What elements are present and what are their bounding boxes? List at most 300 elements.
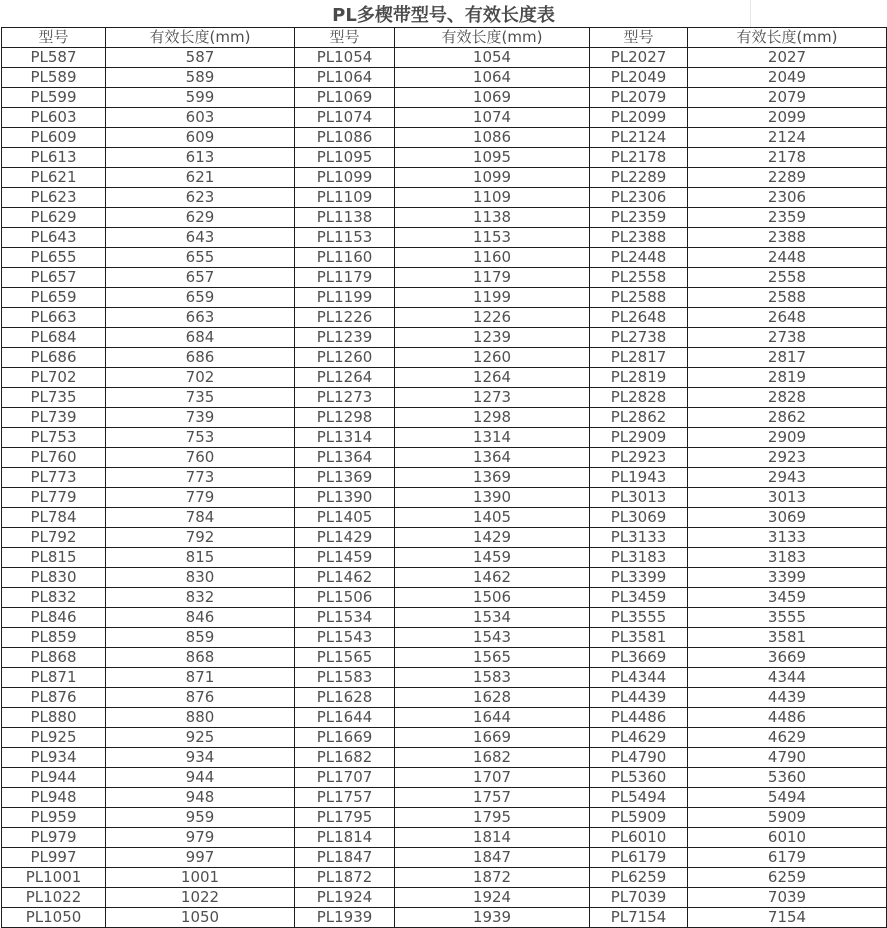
cell-model: PL1273 bbox=[295, 388, 395, 408]
column-header-model: 型号 bbox=[2, 28, 106, 48]
cell-length: 784 bbox=[106, 508, 295, 528]
cell-model: PL876 bbox=[2, 688, 106, 708]
cell-length: 2648 bbox=[688, 308, 887, 328]
cell-model: PL934 bbox=[2, 748, 106, 768]
cell-length: 792 bbox=[106, 528, 295, 548]
cell-length: 979 bbox=[106, 828, 295, 848]
cell-model: PL792 bbox=[2, 528, 106, 548]
table-row bbox=[2, 428, 887, 448]
cell-model: PL7154 bbox=[590, 908, 688, 928]
table-row bbox=[2, 828, 887, 848]
cell-model: PL760 bbox=[2, 448, 106, 468]
cell-length: 2817 bbox=[688, 348, 887, 368]
cell-length: 6010 bbox=[688, 828, 887, 848]
cell-model: PL621 bbox=[2, 168, 106, 188]
cell-length: 1814 bbox=[395, 828, 590, 848]
cell-length: 2178 bbox=[688, 148, 887, 168]
table-row bbox=[2, 548, 887, 568]
cell-length: 1022 bbox=[106, 888, 295, 908]
cell-model: PL2817 bbox=[590, 348, 688, 368]
cell-model: PL868 bbox=[2, 648, 106, 668]
cell-length: 2448 bbox=[688, 248, 887, 268]
cell-model: PL2359 bbox=[590, 208, 688, 228]
cell-length: 779 bbox=[106, 488, 295, 508]
cell-model: PL1239 bbox=[295, 328, 395, 348]
cell-length: 1405 bbox=[395, 508, 590, 528]
table-row bbox=[2, 708, 887, 728]
cell-length: 1462 bbox=[395, 568, 590, 588]
cell-model: PL663 bbox=[2, 308, 106, 328]
cell-length: 587 bbox=[106, 48, 295, 68]
cell-length: 3399 bbox=[688, 568, 887, 588]
cell-model: PL1153 bbox=[295, 228, 395, 248]
table-row bbox=[2, 488, 887, 508]
cell-length: 832 bbox=[106, 588, 295, 608]
table-row bbox=[2, 588, 887, 608]
cell-length: 623 bbox=[106, 188, 295, 208]
cell-model: PL2289 bbox=[590, 168, 688, 188]
cell-length: 684 bbox=[106, 328, 295, 348]
cell-length: 1179 bbox=[395, 268, 590, 288]
cell-length: 621 bbox=[106, 168, 295, 188]
page-title: PL多楔带型号、有效长度表 bbox=[332, 4, 555, 26]
cell-model: PL587 bbox=[2, 48, 106, 68]
table-row bbox=[2, 468, 887, 488]
cell-model: PL1405 bbox=[295, 508, 395, 528]
table-row bbox=[2, 568, 887, 588]
cell-model: PL2909 bbox=[590, 428, 688, 448]
cell-model: PL657 bbox=[2, 268, 106, 288]
cell-model: PL832 bbox=[2, 588, 106, 608]
cell-length: 959 bbox=[106, 808, 295, 828]
cell-model: PL3183 bbox=[590, 548, 688, 568]
cell-model: PL1022 bbox=[2, 888, 106, 908]
cell-length: 1583 bbox=[395, 668, 590, 688]
cell-length: 1160 bbox=[395, 248, 590, 268]
cell-model: PL2828 bbox=[590, 388, 688, 408]
cell-model: PL1138 bbox=[295, 208, 395, 228]
cell-length: 2289 bbox=[688, 168, 887, 188]
cell-length: 659 bbox=[106, 288, 295, 308]
cell-model: PL948 bbox=[2, 788, 106, 808]
table-row bbox=[2, 208, 887, 228]
cell-length: 859 bbox=[106, 628, 295, 648]
cell-model: PL3581 bbox=[590, 628, 688, 648]
cell-model: PL1459 bbox=[295, 548, 395, 568]
cell-model: PL1099 bbox=[295, 168, 395, 188]
cell-model: PL609 bbox=[2, 128, 106, 148]
table-row bbox=[2, 348, 887, 368]
table-row bbox=[2, 848, 887, 868]
cell-model: PL1298 bbox=[295, 408, 395, 428]
cell-model: PL5909 bbox=[590, 808, 688, 828]
cell-length: 739 bbox=[106, 408, 295, 428]
cell-length: 3581 bbox=[688, 628, 887, 648]
cell-length: 1369 bbox=[395, 468, 590, 488]
cell-length: 609 bbox=[106, 128, 295, 148]
cell-model: PL2648 bbox=[590, 308, 688, 328]
cell-length: 2943 bbox=[688, 468, 887, 488]
cell-model: PL623 bbox=[2, 188, 106, 208]
cell-length: 2819 bbox=[688, 368, 887, 388]
cell-model: PL1069 bbox=[295, 88, 395, 108]
cell-model: PL1314 bbox=[295, 428, 395, 448]
cell-length: 1153 bbox=[395, 228, 590, 248]
cell-length: 1138 bbox=[395, 208, 590, 228]
cell-length: 2306 bbox=[688, 188, 887, 208]
cell-model: PL925 bbox=[2, 728, 106, 748]
table-row bbox=[2, 628, 887, 648]
cell-length: 1298 bbox=[395, 408, 590, 428]
cell-length: 1757 bbox=[395, 788, 590, 808]
cell-length: 2558 bbox=[688, 268, 887, 288]
cell-length: 2099 bbox=[688, 108, 887, 128]
cell-length: 3459 bbox=[688, 588, 887, 608]
cell-length: 1543 bbox=[395, 628, 590, 648]
column-header-length: 有效长度(mm) bbox=[106, 28, 295, 48]
cell-length: 1069 bbox=[395, 88, 590, 108]
cell-model: PL5360 bbox=[590, 768, 688, 788]
table-row bbox=[2, 908, 887, 928]
cell-model: PL2049 bbox=[590, 68, 688, 88]
cell-length: 1074 bbox=[395, 108, 590, 128]
table-row bbox=[2, 228, 887, 248]
cell-length: 3183 bbox=[688, 548, 887, 568]
cell-model: PL880 bbox=[2, 708, 106, 728]
cell-model: PL1074 bbox=[295, 108, 395, 128]
cell-model: PL1179 bbox=[295, 268, 395, 288]
table-row bbox=[2, 408, 887, 428]
cell-length: 1924 bbox=[395, 888, 590, 908]
cell-model: PL1939 bbox=[295, 908, 395, 928]
cell-model: PL4486 bbox=[590, 708, 688, 728]
cell-model: PL2079 bbox=[590, 88, 688, 108]
table-row bbox=[2, 168, 887, 188]
cell-length: 2124 bbox=[688, 128, 887, 148]
belt-length-table bbox=[1, 27, 887, 928]
table-row bbox=[2, 668, 887, 688]
cell-model: PL1669 bbox=[295, 728, 395, 748]
cell-model: PL2588 bbox=[590, 288, 688, 308]
cell-length: 3069 bbox=[688, 508, 887, 528]
table-row bbox=[2, 888, 887, 908]
cell-model: PL1390 bbox=[295, 488, 395, 508]
cell-length: 1226 bbox=[395, 308, 590, 328]
cell-length: 2923 bbox=[688, 448, 887, 468]
table-row bbox=[2, 48, 887, 68]
cell-length: 948 bbox=[106, 788, 295, 808]
cell-length: 6179 bbox=[688, 848, 887, 868]
cell-model: PL629 bbox=[2, 208, 106, 228]
cell-length: 686 bbox=[106, 348, 295, 368]
cell-length: 760 bbox=[106, 448, 295, 468]
cell-length: 1628 bbox=[395, 688, 590, 708]
cell-length: 876 bbox=[106, 688, 295, 708]
cell-model: PL1644 bbox=[295, 708, 395, 728]
cell-length: 613 bbox=[106, 148, 295, 168]
title-cell-divider bbox=[750, 0, 751, 27]
table-row bbox=[2, 868, 887, 888]
cell-model: PL6259 bbox=[590, 868, 688, 888]
cell-model: PL4790 bbox=[590, 748, 688, 768]
cell-length: 1273 bbox=[395, 388, 590, 408]
cell-length: 655 bbox=[106, 248, 295, 268]
column-header-length: 有效长度(mm) bbox=[395, 28, 590, 48]
cell-model: PL1260 bbox=[295, 348, 395, 368]
cell-length: 3555 bbox=[688, 608, 887, 628]
cell-length: 934 bbox=[106, 748, 295, 768]
cell-model: PL1872 bbox=[295, 868, 395, 888]
cell-model: PL3399 bbox=[590, 568, 688, 588]
cell-length: 1054 bbox=[395, 48, 590, 68]
cell-length: 599 bbox=[106, 88, 295, 108]
cell-model: PL643 bbox=[2, 228, 106, 248]
cell-length: 1050 bbox=[106, 908, 295, 928]
cell-length: 1707 bbox=[395, 768, 590, 788]
cell-model: PL2448 bbox=[590, 248, 688, 268]
cell-length: 4439 bbox=[688, 688, 887, 708]
cell-model: PL1583 bbox=[295, 668, 395, 688]
cell-length: 753 bbox=[106, 428, 295, 448]
cell-model: PL659 bbox=[2, 288, 106, 308]
cell-length: 1001 bbox=[106, 868, 295, 888]
table-row bbox=[2, 188, 887, 208]
cell-model: PL2862 bbox=[590, 408, 688, 428]
cell-length: 4629 bbox=[688, 728, 887, 748]
table-row bbox=[2, 368, 887, 388]
cell-length: 944 bbox=[106, 768, 295, 788]
cell-length: 997 bbox=[106, 848, 295, 868]
cell-length: 1109 bbox=[395, 188, 590, 208]
cell-model: PL1682 bbox=[295, 748, 395, 768]
cell-length: 603 bbox=[106, 108, 295, 128]
cell-length: 871 bbox=[106, 668, 295, 688]
cell-model: PL4629 bbox=[590, 728, 688, 748]
cell-length: 6259 bbox=[688, 868, 887, 888]
cell-length: 2359 bbox=[688, 208, 887, 228]
column-header-model: 型号 bbox=[295, 28, 395, 48]
cell-model: PL655 bbox=[2, 248, 106, 268]
cell-length: 1644 bbox=[395, 708, 590, 728]
cell-length: 1239 bbox=[395, 328, 590, 348]
cell-model: PL686 bbox=[2, 348, 106, 368]
cell-model: PL979 bbox=[2, 828, 106, 848]
cell-model: PL3133 bbox=[590, 528, 688, 548]
cell-length: 3133 bbox=[688, 528, 887, 548]
table-title-row bbox=[0, 0, 887, 27]
table-row bbox=[2, 748, 887, 768]
cell-model: PL3013 bbox=[590, 488, 688, 508]
cell-length: 830 bbox=[106, 568, 295, 588]
cell-length: 4486 bbox=[688, 708, 887, 728]
table-row bbox=[2, 268, 887, 288]
cell-model: PL1264 bbox=[295, 368, 395, 388]
cell-length: 4790 bbox=[688, 748, 887, 768]
cell-length: 1939 bbox=[395, 908, 590, 928]
cell-model: PL1050 bbox=[2, 908, 106, 928]
table-row bbox=[2, 128, 887, 148]
cell-length: 1099 bbox=[395, 168, 590, 188]
table-row bbox=[2, 148, 887, 168]
column-header-model: 型号 bbox=[590, 28, 688, 48]
cell-model: PL1160 bbox=[295, 248, 395, 268]
cell-model: PL1814 bbox=[295, 828, 395, 848]
cell-length: 1872 bbox=[395, 868, 590, 888]
cell-length: 5909 bbox=[688, 808, 887, 828]
cell-model: PL735 bbox=[2, 388, 106, 408]
table-header-row bbox=[2, 28, 887, 48]
cell-model: PL1086 bbox=[295, 128, 395, 148]
cell-length: 1669 bbox=[395, 728, 590, 748]
cell-model: PL1506 bbox=[295, 588, 395, 608]
cell-model: PL3069 bbox=[590, 508, 688, 528]
cell-model: PL1543 bbox=[295, 628, 395, 648]
cell-model: PL3459 bbox=[590, 588, 688, 608]
cell-model: PL1707 bbox=[295, 768, 395, 788]
cell-length: 643 bbox=[106, 228, 295, 248]
cell-model: PL6010 bbox=[590, 828, 688, 848]
cell-length: 925 bbox=[106, 728, 295, 748]
cell-length: 1390 bbox=[395, 488, 590, 508]
cell-length: 1095 bbox=[395, 148, 590, 168]
cell-length: 1795 bbox=[395, 808, 590, 828]
cell-model: PL1369 bbox=[295, 468, 395, 488]
cell-length: 1199 bbox=[395, 288, 590, 308]
cell-model: PL739 bbox=[2, 408, 106, 428]
column-header-length: 有效长度(mm) bbox=[688, 28, 887, 48]
cell-model: PL1795 bbox=[295, 808, 395, 828]
cell-length: 2828 bbox=[688, 388, 887, 408]
cell-length: 815 bbox=[106, 548, 295, 568]
table-row bbox=[2, 388, 887, 408]
cell-model: PL1054 bbox=[295, 48, 395, 68]
cell-length: 2909 bbox=[688, 428, 887, 448]
cell-model: PL7039 bbox=[590, 888, 688, 908]
cell-model: PL2738 bbox=[590, 328, 688, 348]
cell-model: PL944 bbox=[2, 768, 106, 788]
cell-length: 1534 bbox=[395, 608, 590, 628]
cell-model: PL2819 bbox=[590, 368, 688, 388]
cell-length: 1506 bbox=[395, 588, 590, 608]
cell-model: PL4439 bbox=[590, 688, 688, 708]
cell-model: PL815 bbox=[2, 548, 106, 568]
table-row bbox=[2, 288, 887, 308]
table-row bbox=[2, 328, 887, 348]
cell-length: 1459 bbox=[395, 548, 590, 568]
cell-model: PL1565 bbox=[295, 648, 395, 668]
cell-length: 589 bbox=[106, 68, 295, 88]
cell-model: PL2306 bbox=[590, 188, 688, 208]
cell-model: PL2558 bbox=[590, 268, 688, 288]
table-body bbox=[2, 48, 887, 928]
table-row bbox=[2, 88, 887, 108]
cell-model: PL2178 bbox=[590, 148, 688, 168]
cell-length: 657 bbox=[106, 268, 295, 288]
cell-length: 7154 bbox=[688, 908, 887, 928]
cell-model: PL1924 bbox=[295, 888, 395, 908]
cell-model: PL1064 bbox=[295, 68, 395, 88]
cell-length: 1565 bbox=[395, 648, 590, 668]
table-row bbox=[2, 768, 887, 788]
table-row bbox=[2, 68, 887, 88]
cell-length: 3013 bbox=[688, 488, 887, 508]
cell-length: 1847 bbox=[395, 848, 590, 868]
cell-model: PL1628 bbox=[295, 688, 395, 708]
cell-length: 1682 bbox=[395, 748, 590, 768]
cell-model: PL1364 bbox=[295, 448, 395, 468]
cell-length: 735 bbox=[106, 388, 295, 408]
cell-model: PL1462 bbox=[295, 568, 395, 588]
cell-model: PL3555 bbox=[590, 608, 688, 628]
cell-length: 2588 bbox=[688, 288, 887, 308]
table-row bbox=[2, 248, 887, 268]
cell-model: PL2923 bbox=[590, 448, 688, 468]
cell-model: PL859 bbox=[2, 628, 106, 648]
table-row bbox=[2, 608, 887, 628]
cell-length: 846 bbox=[106, 608, 295, 628]
cell-model: PL2099 bbox=[590, 108, 688, 128]
cell-length: 1086 bbox=[395, 128, 590, 148]
cell-length: 2027 bbox=[688, 48, 887, 68]
cell-model: PL1001 bbox=[2, 868, 106, 888]
cell-model: PL2027 bbox=[590, 48, 688, 68]
cell-model: PL4344 bbox=[590, 668, 688, 688]
table-row bbox=[2, 528, 887, 548]
cell-model: PL1943 bbox=[590, 468, 688, 488]
cell-length: 1264 bbox=[395, 368, 590, 388]
cell-length: 2738 bbox=[688, 328, 887, 348]
table-row bbox=[2, 648, 887, 668]
cell-model: PL1199 bbox=[295, 288, 395, 308]
cell-model: PL753 bbox=[2, 428, 106, 448]
cell-model: PL1847 bbox=[295, 848, 395, 868]
cell-length: 1314 bbox=[395, 428, 590, 448]
cell-model: PL1534 bbox=[295, 608, 395, 628]
cell-model: PL613 bbox=[2, 148, 106, 168]
cell-model: PL599 bbox=[2, 88, 106, 108]
cell-model: PL779 bbox=[2, 488, 106, 508]
cell-length: 1064 bbox=[395, 68, 590, 88]
cell-length: 1429 bbox=[395, 528, 590, 548]
table-row bbox=[2, 308, 887, 328]
cell-length: 5360 bbox=[688, 768, 887, 788]
cell-length: 629 bbox=[106, 208, 295, 228]
cell-model: PL1109 bbox=[295, 188, 395, 208]
cell-model: PL684 bbox=[2, 328, 106, 348]
cell-model: PL589 bbox=[2, 68, 106, 88]
cell-length: 868 bbox=[106, 648, 295, 668]
cell-model: PL784 bbox=[2, 508, 106, 528]
cell-length: 5494 bbox=[688, 788, 887, 808]
table-row bbox=[2, 728, 887, 748]
table-row bbox=[2, 788, 887, 808]
table-row bbox=[2, 448, 887, 468]
cell-model: PL1095 bbox=[295, 148, 395, 168]
cell-model: PL959 bbox=[2, 808, 106, 828]
cell-length: 4344 bbox=[688, 668, 887, 688]
table-row bbox=[2, 508, 887, 528]
cell-length: 1364 bbox=[395, 448, 590, 468]
cell-length: 7039 bbox=[688, 888, 887, 908]
cell-model: PL830 bbox=[2, 568, 106, 588]
cell-model: PL997 bbox=[2, 848, 106, 868]
cell-length: 702 bbox=[106, 368, 295, 388]
cell-length: 880 bbox=[106, 708, 295, 728]
cell-model: PL773 bbox=[2, 468, 106, 488]
cell-length: 663 bbox=[106, 308, 295, 328]
cell-model: PL1429 bbox=[295, 528, 395, 548]
cell-length: 2388 bbox=[688, 228, 887, 248]
